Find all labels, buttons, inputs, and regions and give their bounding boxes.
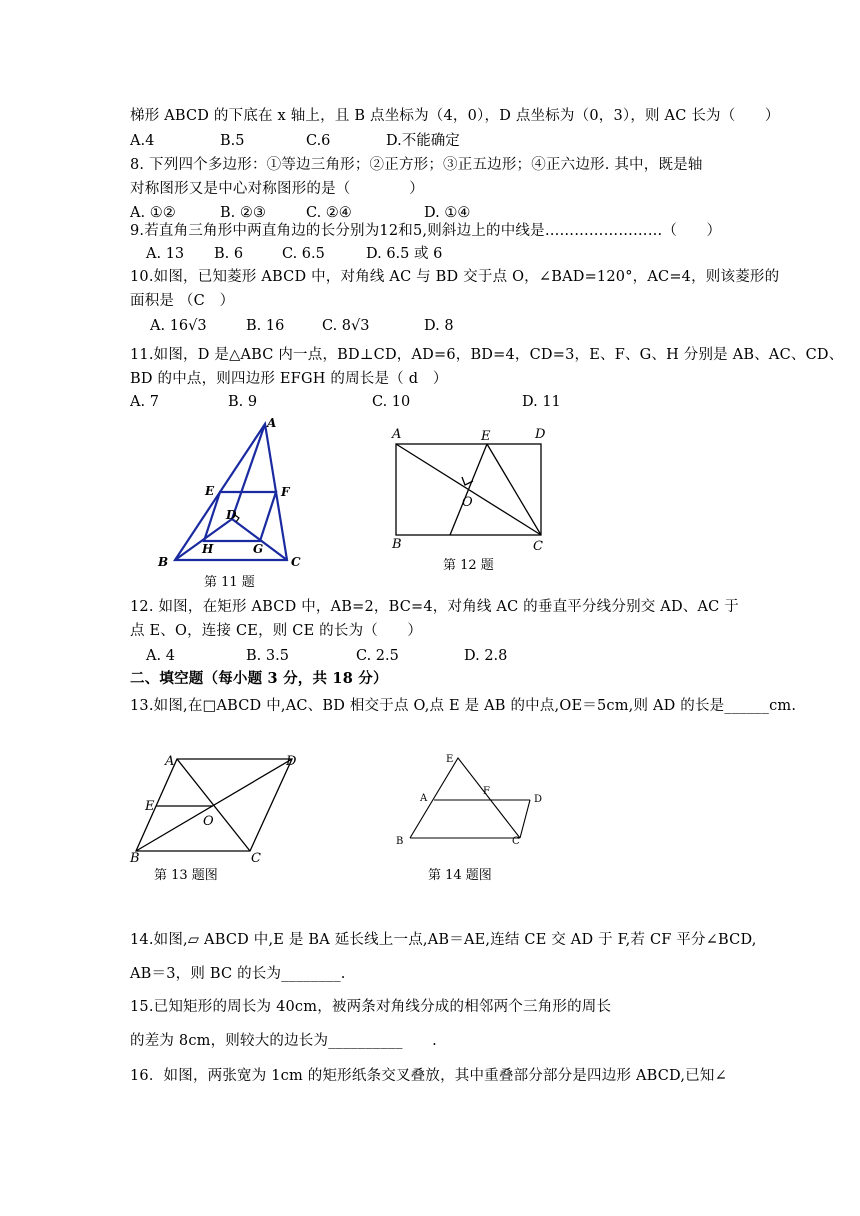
q16-text: 16．如图，两张宽为 1cm 的矩形纸条交叉叠放，其中重叠部分部分是四边形 ABCD,已知∠ bbox=[130, 1068, 727, 1084]
q15-line1: 15.已知矩形的周长为 40cm，被两条对角线分成的相邻两个三角形的周长 bbox=[130, 999, 612, 1015]
fig11-label-e: E bbox=[205, 484, 215, 498]
fig13-label-e: E bbox=[145, 799, 155, 814]
q9-option-a: A. 13 bbox=[146, 246, 185, 262]
fig14-label-e: E bbox=[446, 754, 454, 765]
q8-option-b: B. ②③ bbox=[220, 205, 266, 221]
fig14-label-b: B bbox=[396, 836, 404, 847]
q12-line2: 点 E、O，连接 CE，则 CE 的长为（ ） bbox=[130, 623, 423, 639]
fig13-label-d: D bbox=[286, 754, 297, 769]
q14-line2: AB＝3，则 BC 的长为________. bbox=[130, 966, 346, 982]
q8-option-d: D. ①④ bbox=[424, 205, 471, 221]
fig14-label-f: F bbox=[483, 786, 490, 797]
q10-option-d: D. 8 bbox=[424, 318, 454, 334]
q8-option-c: C. ②④ bbox=[306, 205, 352, 221]
q11-line2: BD 的中点，则四边形 EFGH 的周长是（ d ） bbox=[130, 371, 448, 387]
fig14-label-a: A bbox=[420, 793, 428, 804]
figure-12 bbox=[386, 423, 556, 558]
fig11-label-g: G bbox=[253, 542, 264, 556]
q12-option-d: D. 2.8 bbox=[464, 648, 508, 664]
q11-option-d: D. 11 bbox=[522, 394, 561, 410]
figure-11 bbox=[150, 415, 310, 575]
q10-line1: 10.如图，已知菱形 ABCD 中，对角线 AC 与 BD 交于点 O，∠BAD=120°，AC=4，则该菱形的 bbox=[130, 269, 780, 285]
q11-option-a: A. 7 bbox=[130, 394, 159, 410]
fig12-caption: 第 12 题 bbox=[443, 558, 494, 573]
q10-option-a: A. 16√3 bbox=[150, 318, 207, 334]
q12-option-c: C. 2.5 bbox=[356, 648, 399, 664]
q7-option-b: B.5 bbox=[220, 133, 245, 149]
q12-option-b: B. 3.5 bbox=[246, 648, 289, 664]
q10-option-b: B. 16 bbox=[246, 318, 285, 334]
q13-text: 13.如图,在□ABCD 中,AC、BD 相交于点 O,点 E 是 AB 的中点,OE＝5cm,则 AD 的长是______cm. bbox=[130, 698, 797, 714]
q7-text: 梯形 ABCD 的下底在 x 轴上，且 B 点坐标为（4，0），D 点坐标为（0，3），则 AC 长为（ ） bbox=[130, 108, 780, 124]
fig11-label-d: D bbox=[226, 508, 237, 522]
fig11-label-h: H bbox=[202, 542, 214, 556]
fig14-caption: 第 14 题图 bbox=[428, 868, 492, 883]
q7-option-c: C.6 bbox=[306, 133, 331, 149]
q11-line1: 11.如图，D 是△ABC 内一点，BD⊥CD，AD=6，BD=4，CD=3，E、F、G、H 分别是 AB、AC、CD、 bbox=[130, 347, 844, 363]
q9-option-c: C. 6.5 bbox=[282, 246, 325, 262]
q12-option-a: A. 4 bbox=[146, 648, 175, 664]
fig13-caption: 第 13 题图 bbox=[154, 868, 218, 883]
fig12-label-e: E bbox=[481, 429, 491, 444]
q15-line2: 的差为 8cm，则较大的边长为__________ . bbox=[130, 1033, 437, 1049]
fig13-label-b: B bbox=[130, 851, 140, 866]
fig12-label-b: B bbox=[392, 537, 402, 552]
q10-option-c: C. 8√3 bbox=[322, 318, 370, 334]
q9-text: 9.若直角三角形中两直角边的长分别为12和5,则斜边上的中线是……………………（ ） bbox=[130, 223, 722, 239]
fig12-label-d: D bbox=[535, 427, 546, 442]
fig11-label-c: C bbox=[291, 555, 301, 569]
fig14-label-d: D bbox=[534, 794, 543, 805]
figure-14 bbox=[390, 750, 550, 850]
q9-option-d: D. 6.5 或 6 bbox=[366, 246, 443, 262]
fig12-label-c: C bbox=[533, 539, 543, 554]
q8-option-a: A. ①② bbox=[130, 205, 176, 221]
fig12-label-a: A bbox=[392, 427, 402, 442]
q7-option-a: A.4 bbox=[130, 133, 155, 149]
fig13-label-o: O bbox=[203, 814, 214, 829]
fig13-label-c: C bbox=[251, 851, 261, 866]
q11-option-b: B. 9 bbox=[228, 394, 258, 410]
q8-line1: 8. 下列四个多边形：①等边三角形；②正方形；③正五边形；④正六边形. 其中，既是轴 bbox=[130, 157, 703, 173]
q11-option-c: C. 10 bbox=[372, 394, 411, 410]
figure-13 bbox=[128, 745, 313, 870]
fig12-label-o: O bbox=[462, 495, 473, 510]
fig11-label-a: A bbox=[267, 416, 277, 430]
fig14-label-c: C bbox=[512, 836, 520, 847]
fig11-label-b: B bbox=[158, 555, 169, 569]
fig13-label-a: A bbox=[165, 754, 175, 769]
q10-line2: 面积是 （C ） bbox=[130, 293, 235, 309]
fig11-caption: 第 11 题 bbox=[204, 575, 255, 590]
fig11-label-f: F bbox=[281, 485, 290, 499]
section-heading: 二、填空题（每小题 3 分，共 18 分） bbox=[130, 670, 388, 687]
q7-option-d: D.不能确定 bbox=[386, 133, 460, 149]
q12-line1: 12. 如图，在矩形 ABCD 中，AB=2，BC=4，对角线 AC 的垂直平分线分别交 AD、AC 于 bbox=[130, 599, 739, 615]
q8-line2: 对称图形又是中心对称图形的是（ ） bbox=[130, 181, 424, 197]
q14-line1: 14.如图,▱ ABCD 中,E 是 BA 延长线上一点,AB＝AE,连结 CE 交 AD 于 F,若 CF 平分∠BCD, bbox=[130, 932, 757, 948]
q9-option-b: B. 6 bbox=[214, 246, 244, 262]
